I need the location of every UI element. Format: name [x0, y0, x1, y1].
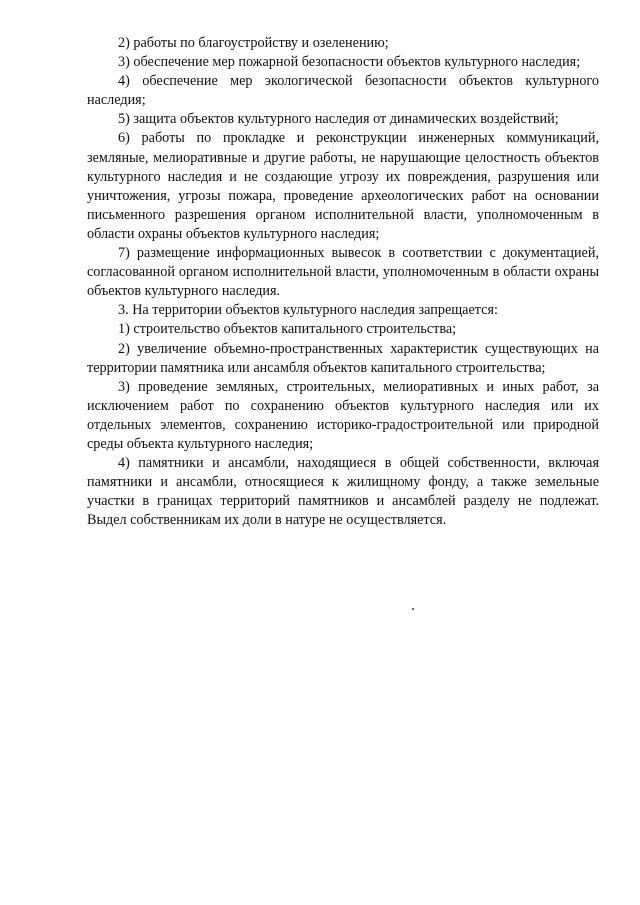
paragraph-item-7-signage: 7) размещение информационных вывесок в соответствии с документацией, согласованной органом исполнительной власти, уполномоченным в области охраны объектов культурного наследия. — [87, 245, 599, 300]
scan-speck — [412, 608, 414, 610]
document-body — [87, 34, 599, 530]
paragraph-item-5-dynamic-protection: 5) защита объектов культурного наследия от динамических воздействий; — [118, 111, 559, 128]
paragraph-prohibited-4-ownership: 4) памятники и ансамбли, находящиеся в общей собственности, включая памятники и ансамбли, относящиеся к жилищному фонду, а также земельные участки в границах территорий памятников и ансамблей разделу не подлежат. Выдел собственникам их доли в натуре не осуществляется. — [87, 455, 599, 529]
paragraph-item-6-utilities-works: 6) работы по прокладке и реконструкции инженерных коммуникаций, земляные, мелиоративные и другие работы, не нарушающие целостность объектов культурного наследия и не создающие угрозу их повреждения, разрушения или уничтожения, угрозы пожара, проведение археологических работ на основании письменного разрешения органом исполнительной власти, уполномоченным в области охраны объектов культурного наследия; — [87, 130, 599, 242]
paragraph-prohibited-2-volume-increase: 2) увеличение объемно-пространственных характеристик существующих на территории памятника или ансамбля объектов капитального строительства; — [87, 340, 599, 376]
paragraph-prohibited-3-earthworks: 3) проведение земляных, строительных, мелиоративных и иных работ, за исключением работ по сохранению объектов культурного наследия или их отдельных элементов, сохранению историко-градостроительной или природной среды объекта культурного наследия; — [87, 378, 599, 452]
paragraph-item-2-landscaping: 2) работы по благоустройству и озеленению; — [118, 35, 389, 51]
paragraph-item-4-ecological-safety: 4) обеспечение мер экологической безопасности объектов культурного наследия; — [87, 73, 599, 109]
paragraph-item-3-fire-safety: 3) обеспечение мер пожарной безопасности объектов культурного наследия; — [118, 54, 581, 71]
paragraph-prohibited-1-construction: 1) строительство объектов капитального строительства; — [118, 321, 457, 338]
paragraph-section-3-prohibited: 3. На территории объектов культурного наследия запрещается: — [118, 302, 498, 319]
